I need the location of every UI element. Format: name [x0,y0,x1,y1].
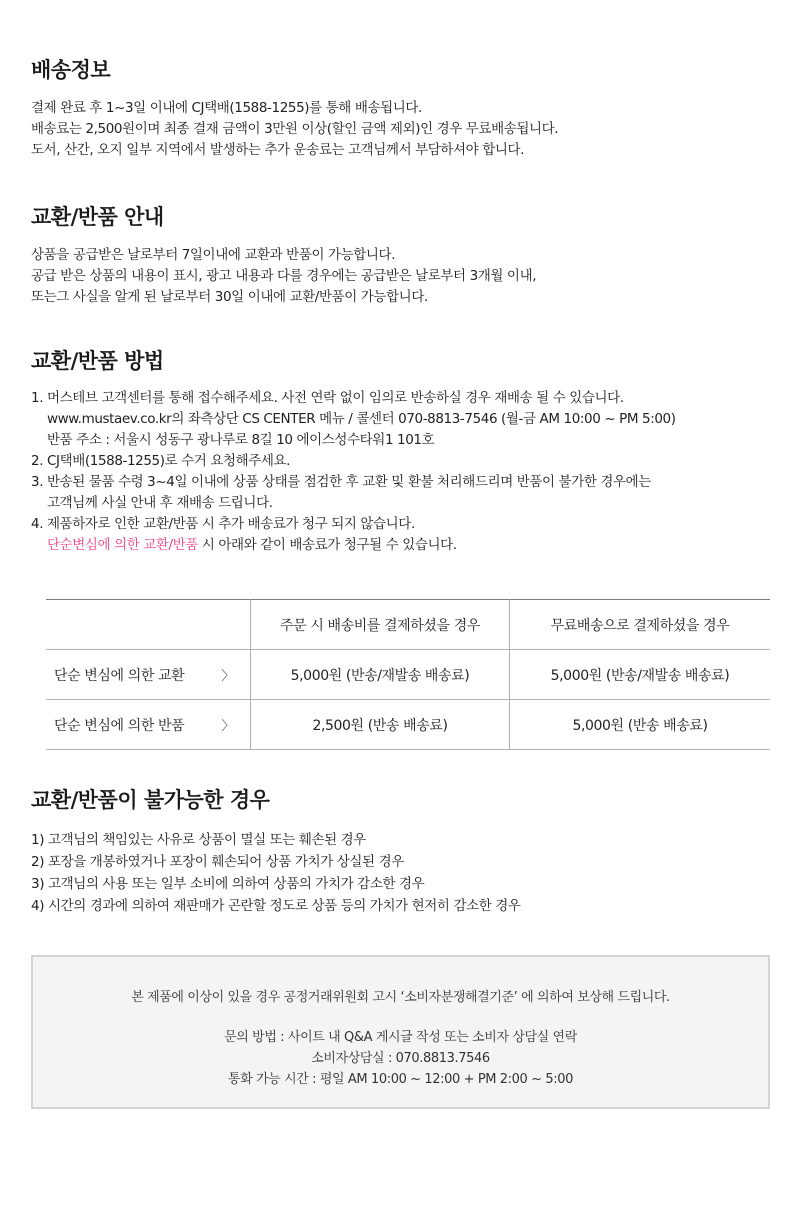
row-label-exchange [46,650,251,700]
not-allowed-line: 1) 고객님의 책임있는 사유로 상품이 멸실 또는 훼손된 경우 [31,832,366,848]
table-header-paid: 주문 시 배송비를 결제하셨을 경우 [251,600,510,650]
not-allowed-line: 2) 포장을 개봉하였거나 포장이 훼손되어 상품 가치가 상실된 경우 [31,854,404,870]
exchange-method-section [31,345,770,556]
highlight-rest: 시 아래와 같이 배송료가 청구될 수 있습니다. [197,537,457,553]
step-line: www.mustaev.co.kr의 좌측상단 CS CENTER 메뉴 / 콜센터 070-8813-7546 (월-금 AM 10:00 ~ PM 5:00) [47,411,676,427]
step-number: 3. [31,474,44,490]
shipping-lines [31,98,770,161]
step-line: 반송된 물품 수령 3~4일 이내에 상품 상태를 점검한 후 교환 및 환불 처리해드리며 반품이 불가한 경우에는 [47,474,651,490]
notice-contact [33,1027,768,1090]
table-cell-free: 5,000원 (반송/재발송 배송료) [510,650,771,700]
contact-line: 통화 가능 시간 : 평일 AM 10:00 ~ 12:00 + PM 2:00 ~ 5:00 [228,1072,573,1087]
exchange-step [31,514,770,556]
contact-line: 소비자상담실 : 070.8813.7546 [311,1051,490,1066]
table-cell-free: 5,000원 (반송 배송료) [510,700,771,750]
row-label-text: 단순 변심에 의한 교환 [54,667,185,684]
table-row [46,700,770,750]
shipping-fee-table [46,599,770,750]
table-header-free: 무료배송으로 결제하셨을 경우 [510,600,771,650]
exchange-method-title: 교환/반품 방법 [31,349,164,373]
exchange-info-lines [31,245,770,308]
consumer-notice-box [31,955,770,1109]
exchange-step [31,472,770,514]
exchange-info-line: 공급 받은 상품의 내용이 표시, 광고 내용과 다를 경우에는 공급받은 날로부터 3개월 이내, [31,268,537,284]
not-allowed-section [31,784,770,917]
exchange-info-title: 교환/반품 안내 [31,205,164,229]
notice-compensation-text: 본 제품에 이상이 있을 경우 공정거래위원회 고시 ‘소비자분쟁해결기준’ 에 의하여 보상해 드립니다. [131,990,670,1005]
shipping-line: 배송료는 2,500원이며 최종 결재 금액이 3만원 이상(할인 금액 제외)인 경우 무료배송됩니다. [31,121,559,137]
exchange-info-section [31,201,770,308]
step-line: 머스테브 고객센터를 통해 접수해주세요. 사전 연락 없이 임의로 반송하실 경우 재배송 될 수 있습니다. [47,390,624,406]
row-label-return [46,700,251,750]
table-cell-paid: 5,000원 (반송/재발송 배송료) [251,650,510,700]
exchange-info-line: 상품을 공급받은 날로부터 7일이내에 교환과 반품이 가능합니다. [31,247,396,263]
table-cell-paid: 2,500원 (반송 배송료) [251,700,510,750]
contact-line: 문의 방법 : 사이트 내 Q&A 게시글 작성 또는 소비자 상담실 연락 [224,1030,577,1045]
chevron-right-icon: 〉 [221,718,234,734]
table-row [46,650,770,700]
not-allowed-lines [31,829,770,917]
step-line-highlighted [47,535,457,556]
exchange-steps [31,388,770,556]
step-line: 고객님께 사실 안내 후 재배송 드립니다. [47,495,273,511]
shipping-section [31,54,770,161]
step-line: 반품 주소 : 서울시 성동구 광나루로 8길 10 에이스성수타워1 101호 [47,432,435,448]
not-allowed-line: 4) 시간의 경과에 의하여 재판매가 곤란할 정도로 상품 등의 가치가 현저히 감소한 경우 [31,898,521,914]
step-line: 제품하자로 인한 교환/반품 시 추가 배송료가 청구 되지 않습니다. [47,516,415,532]
shipping-line: 결제 완료 후 1~3일 이내에 CJ택배(1588-1255)를 통해 배송됩니다. [31,100,422,116]
step-number: 4. [31,516,44,532]
row-label-text: 단순 변심에 의한 반품 [54,717,185,734]
exchange-info-line: 또는그 사실을 알게 된 날로부터 30일 이내에 교환/반품이 가능합니다. [31,289,428,305]
not-allowed-title: 교환/반품이 불가능한 경우 [31,788,270,812]
step-number: 1. [31,390,44,406]
shipping-title: 배송정보 [31,58,111,82]
table-header-row [46,600,770,650]
not-allowed-line: 3) 고객님의 사용 또는 일부 소비에 의하여 상품의 가치가 감소한 경우 [31,876,425,892]
chevron-right-icon: 〉 [221,668,234,684]
exchange-step [31,388,770,451]
table-header-empty [46,600,251,650]
step-line: CJ택배(1588-1255)로 수거 요청해주세요. [47,453,291,469]
step-number: 2. [31,453,44,469]
shipping-line: 도서, 산간, 오지 일부 지역에서 발생하는 추가 운송료는 고객님께서 부담하셔야 합니다. [31,142,525,158]
exchange-step [31,451,770,472]
simple-change-highlight: 단순변심에 의한 교환/반품 [47,537,198,553]
